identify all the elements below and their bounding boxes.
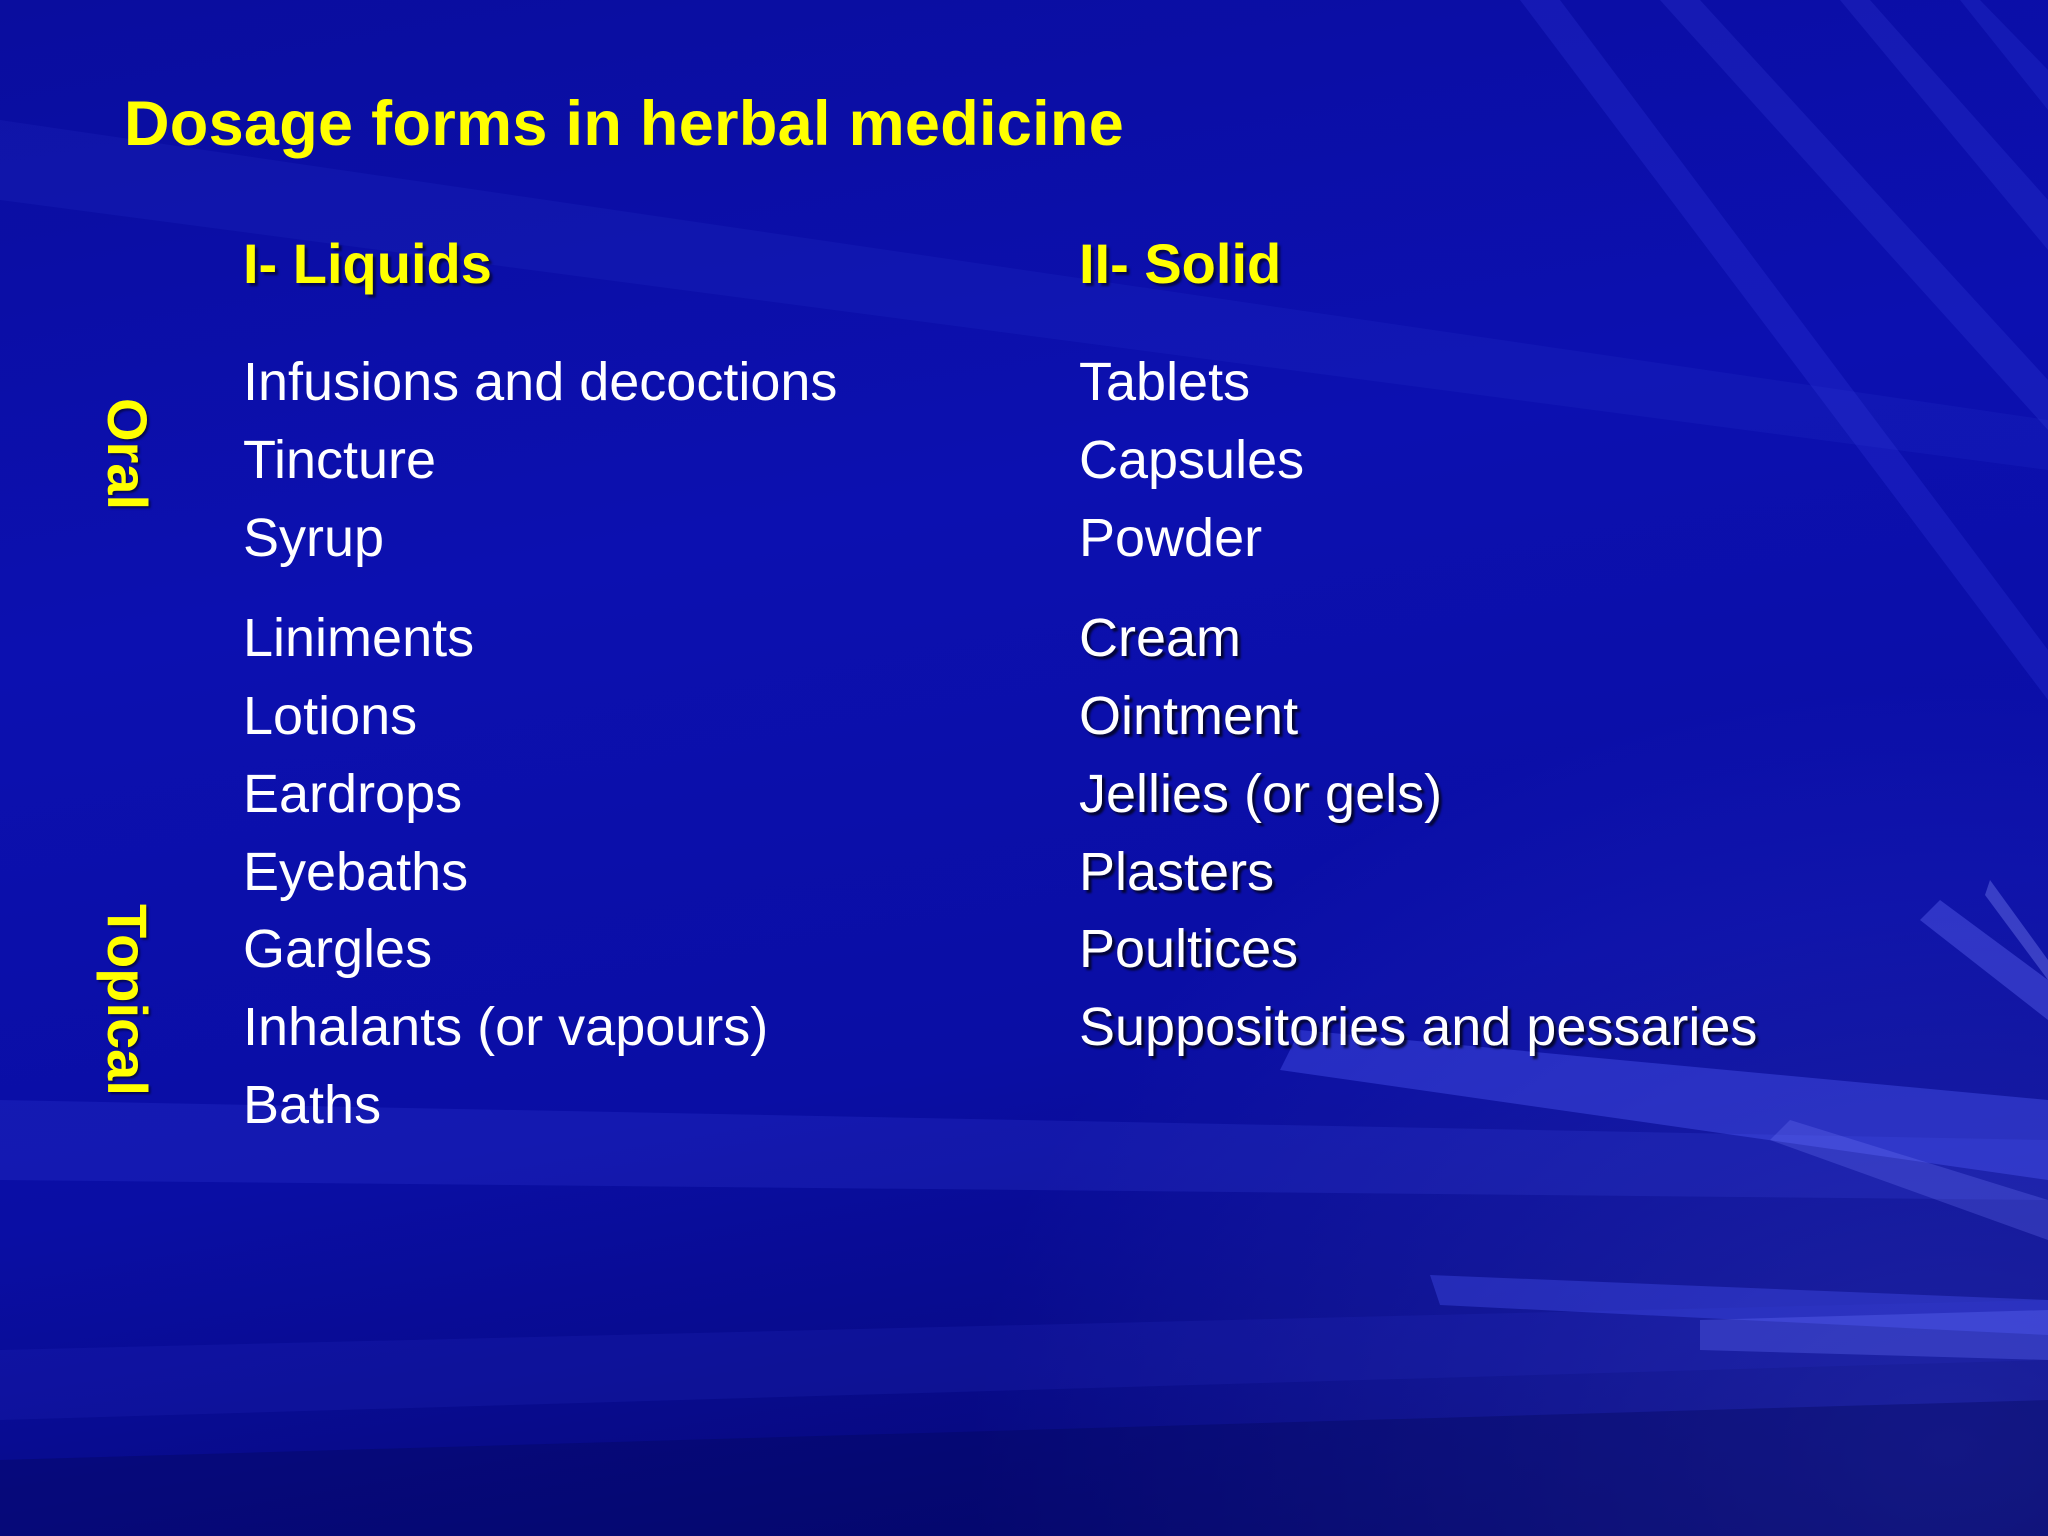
solid-oral-item: Powder [1079,508,1263,568]
liquids-topical-item: Liniments [243,608,475,668]
liquids-heading: I- Liquids [243,232,492,295]
solid-topical-item: Poultices [1079,919,1299,979]
solid-topical-item: Suppositories and pessaries [1079,997,1758,1057]
topical-label: Topical [96,904,159,1096]
liquids-oral-item: Tincture [243,430,437,490]
liquids-topical-item: Eyebaths [243,842,469,902]
solid-topical-item: Ointment [1079,686,1299,746]
oral-label: Oral [96,398,159,511]
liquids-oral-item: Syrup [243,508,385,568]
liquids-topical-item: Eardrops [243,764,463,824]
solid-oral-item: Tablets [1079,352,1251,412]
solid-topical-item: Cream [1079,608,1242,668]
solid-oral-item: Capsules [1079,430,1305,490]
slide-title: Dosage forms in herbal medicine [124,89,1125,159]
liquids-oral-item: Infusions and decoctions [243,352,838,412]
solid-topical-item: Plasters [1079,842,1275,902]
liquids-topical-item: Lotions [243,686,418,746]
solid-heading: II- Solid [1079,232,1282,295]
liquids-topical-item: Gargles [243,919,433,979]
solid-topical-item: Jellies (or gels) [1079,764,1443,824]
liquids-topical-item: Baths [243,1075,382,1135]
liquids-topical-item: Inhalants (or vapours) [243,997,769,1057]
